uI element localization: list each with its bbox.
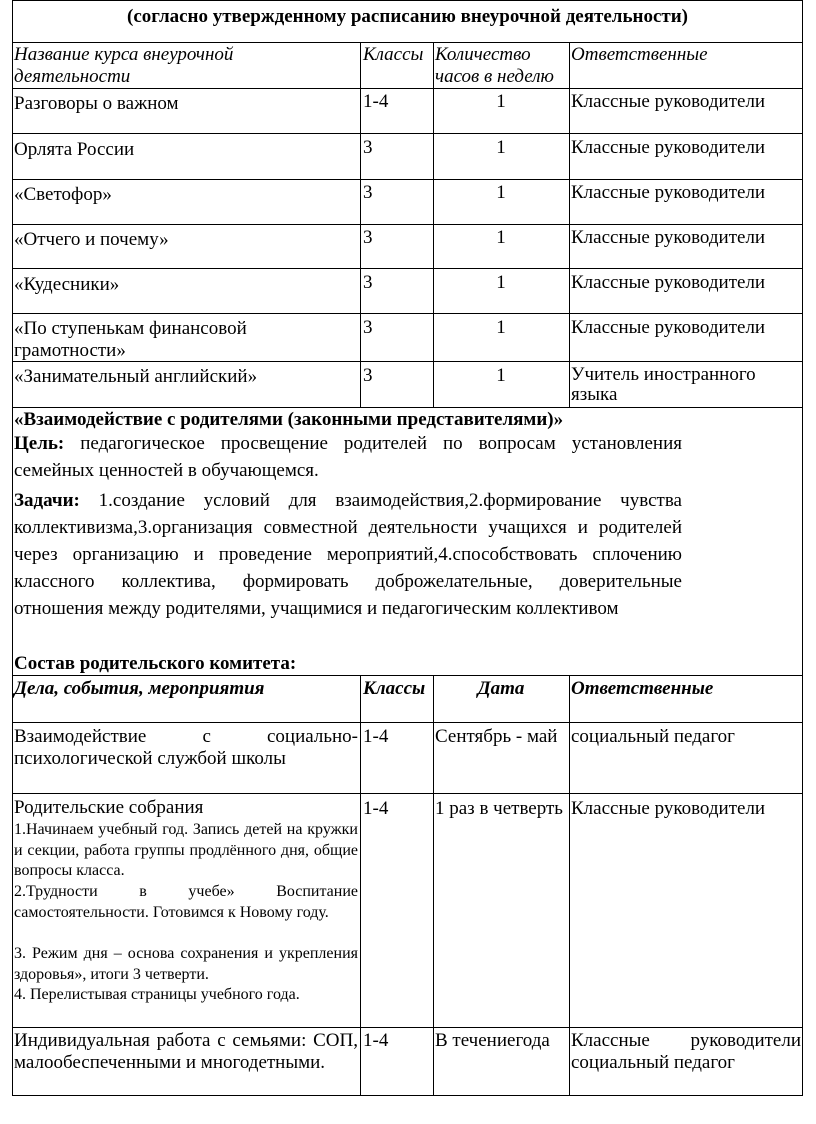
- course-responsible: Классные руководители: [571, 317, 766, 338]
- course-hours: 1: [496, 227, 506, 248]
- course-hours: 1: [496, 317, 506, 338]
- meeting-item: 3. Режим дня – основа сохранения и укрепления здоровья», итоги 3 четверти.: [14, 945, 358, 983]
- divider: [12, 313, 803, 314]
- course-responsible: Классные руководители: [571, 182, 766, 203]
- divider: [12, 133, 803, 134]
- table1-col-line: [433, 42, 434, 408]
- course-name: «Светофор»: [14, 184, 112, 205]
- table1-col-line: [360, 42, 361, 408]
- tasks-text: 1.создание условий для взаимодействия,2.формирование чувства коллективизма,3.организация совместной деятельности учащихся и родителей через организацию и проведение мероприятий,4.способствовать сплочению классного коллектива, формировать доброжелательные, доверительные отношения между родителями, учащимися и педагогическим коллективом: [14, 490, 682, 619]
- event-date: В течениегода: [435, 1030, 550, 1051]
- event-classes: 1-4: [363, 798, 389, 819]
- course-responsible: Классные руководители: [571, 272, 766, 293]
- divider: [12, 793, 803, 794]
- course-classes: 1-4: [363, 91, 389, 112]
- table1-col-line: [569, 42, 570, 408]
- event-responsible: Классные руководители: [571, 798, 766, 819]
- course-classes: 3: [363, 317, 373, 338]
- divider: [12, 268, 803, 269]
- course-classes: 3: [363, 182, 373, 203]
- table1-header-classes: Классы: [363, 44, 424, 65]
- course-classes: 3: [363, 365, 373, 386]
- divider: [12, 722, 803, 723]
- table2-header-events: Дела, события, мероприятия: [14, 678, 265, 699]
- table2-header-responsible: Ответственные: [571, 678, 714, 699]
- course-name: «Кудесники»: [14, 274, 120, 295]
- divider: [12, 407, 803, 408]
- course-name: «По ступенькам финансовой грамотности»: [14, 318, 247, 361]
- course-hours: 1: [496, 182, 506, 203]
- course-hours: 1: [496, 365, 506, 386]
- table1-header-name: Название курса внеурочной деятельности: [14, 44, 234, 87]
- divider: [12, 179, 803, 180]
- course-responsible: Классные руководители: [571, 137, 766, 158]
- goal-label: Цель:: [14, 433, 65, 454]
- event-responsible: Классные руководители социальный педагог: [571, 1030, 801, 1073]
- goal-paragraph: [14, 430, 682, 484]
- course-classes: 3: [363, 137, 373, 158]
- course-name: Орлята России: [14, 139, 135, 160]
- meeting-item: 1.Начинаем учебный год. Запись детей на кружки и секции, работа группы продлённого дня, общие вопросы класса.: [14, 821, 358, 879]
- event-date: 1 раз в четверть: [435, 798, 563, 819]
- event-responsible: социальный педагог: [571, 726, 735, 747]
- course-responsible: Классные руководители: [571, 91, 766, 112]
- divider: [12, 1027, 803, 1028]
- course-hours: 1: [496, 91, 506, 112]
- course-name: «Занимательный английский»: [14, 366, 258, 387]
- tasks-paragraph: [14, 487, 682, 622]
- course-name: Разговоры о важном: [14, 93, 179, 114]
- table2-col-line: [360, 675, 361, 1096]
- divider: [12, 224, 803, 225]
- event-classes: 1-4: [363, 1030, 389, 1051]
- committee-title: Состав родительского комитета:: [14, 653, 297, 674]
- section-title: «Взаимодействие с родителями (законными представителями)»: [14, 409, 564, 430]
- divider: [12, 42, 803, 43]
- table1-header-hours: Количество часов в неделю: [435, 44, 554, 87]
- event-date: Сентябрь - май: [435, 726, 558, 747]
- course-name: «Отчего и почему»: [14, 229, 169, 250]
- divider: [12, 88, 803, 89]
- event-name: Взаимодействие с социально-психологической службой школы: [14, 726, 358, 769]
- divider: [12, 361, 803, 362]
- course-responsible: Классные руководители: [571, 227, 766, 248]
- table2-header-classes: Классы: [363, 678, 426, 699]
- table1-header-responsible: Ответственные: [571, 44, 708, 65]
- meeting-item: 4. Перелистывая страницы учебного года.: [14, 986, 300, 1003]
- tasks-label: Задачи:: [14, 490, 80, 511]
- event-name: Родительские собрания: [14, 797, 204, 818]
- course-classes: 3: [363, 272, 373, 293]
- course-hours: 1: [496, 272, 506, 293]
- goal-text: педагогическое просвещение родителей по вопросам установления семейных ценностей в обучающемся.: [14, 433, 683, 481]
- table2-col-line: [433, 675, 434, 1096]
- event-classes: 1-4: [363, 726, 389, 747]
- course-responsible: Учитель иностранного языка: [571, 364, 756, 405]
- table2-col-line: [569, 675, 570, 1096]
- divider: [12, 675, 803, 676]
- schedule-header: (согласно утвержденному расписанию внеурочной деятельности): [127, 6, 688, 27]
- meeting-item: 2.Трудности в учебе» Воспитание самостоятельности. Готовимся к Новому году.: [14, 883, 358, 921]
- event-name: Индивидуальная работа с семьями: СОП, малообеспеченными и многодетными.: [14, 1030, 358, 1073]
- course-hours: 1: [496, 137, 506, 158]
- table2-header-date: Дата: [477, 678, 525, 699]
- course-classes: 3: [363, 227, 373, 248]
